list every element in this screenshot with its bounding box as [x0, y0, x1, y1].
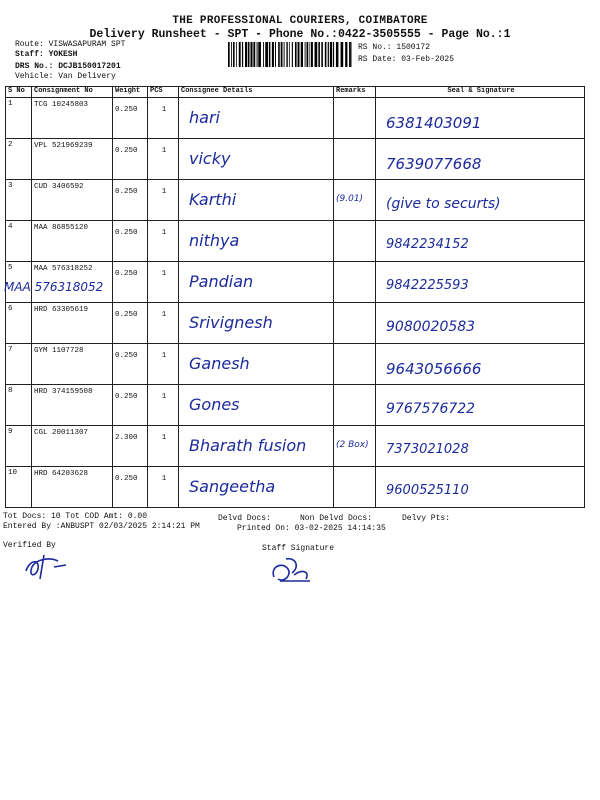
cell-consignment-text: CGL 20011307 [34, 429, 89, 437]
cell-remarks-text: (2 Box) [336, 440, 369, 450]
table-row [6, 180, 585, 221]
cell-sno [6, 467, 32, 508]
barcode-bar [318, 42, 320, 67]
runsheet-title: Delivery Runsheet - SPT - Phone No.:0422-3505555 - Page No.:1 [89, 28, 511, 41]
cell-sno-text: 9 [8, 428, 13, 436]
cell-consignee-text: Ganesh [189, 354, 250, 373]
cell-consignment-text: VPL 521969239 [34, 142, 93, 150]
cell-weight [113, 344, 148, 385]
cell-remarks [334, 262, 376, 303]
delivery-points: Delvy Pts: [402, 514, 451, 523]
cell-remarks-text [336, 139, 375, 153]
table-row [6, 385, 585, 426]
cell-sno-text: 6 [8, 305, 13, 313]
cell-pcs [148, 180, 179, 221]
col-header-pcs: PCS [148, 87, 179, 98]
col-header-weight: Weight [113, 87, 148, 98]
total-docs: Tot Docs: 10 Tot COD Amt: 0.00 [3, 512, 148, 521]
cell-pcs [148, 426, 179, 467]
cell-remarks-text [336, 221, 375, 235]
cell-sno-text: 4 [8, 223, 13, 231]
cell-pcs-text: 1 [161, 188, 167, 196]
cell-consignment-text: MAA 86855120 [34, 224, 89, 232]
cell-weight [113, 303, 148, 344]
staff-signature [266, 555, 328, 585]
cell-consignee-text: nithya [189, 231, 240, 250]
barcode-bar [245, 42, 247, 67]
handwritten-consignment-note: MAA 576318052 [4, 280, 104, 294]
table-row [6, 221, 585, 262]
cell-sno [6, 221, 32, 262]
cell-sno [6, 180, 32, 221]
cell-consignment [32, 467, 113, 508]
cell-consignee-text: hari [189, 108, 220, 127]
cell-consignee [179, 98, 334, 139]
cell-remarks [334, 139, 376, 180]
cell-consignee [179, 344, 334, 385]
cell-pcs [148, 139, 179, 180]
cell-weight-text: 0.250 [115, 106, 138, 114]
cell-seal-text: (give to securts) [386, 196, 501, 212]
table-row [6, 139, 585, 180]
barcode-bar [248, 42, 250, 67]
barcode-bar [306, 42, 308, 67]
cell-remarks [334, 98, 376, 139]
cell-consignee-text: vicky [189, 149, 231, 168]
rs-number: RS No.: 1500172 [358, 43, 431, 52]
barcode-bar [330, 42, 332, 67]
barcode-bar [258, 42, 261, 67]
cell-pcs-text: 1 [161, 475, 167, 483]
barcode-bar [311, 42, 313, 67]
cell-remarks-text [336, 98, 375, 112]
cell-weight-text: 0.250 [115, 475, 138, 483]
cell-consignment [32, 98, 113, 139]
cell-seal [376, 180, 585, 221]
cell-consignee [179, 467, 334, 508]
entered-by: Entered By :ANBUSPT 02/03/2025 2:14:21 PM [3, 522, 200, 531]
cell-consignee-text: Pandian [189, 272, 254, 291]
delivered-docs: Delvd Docs: [218, 514, 271, 523]
cell-seal [376, 98, 585, 139]
cell-sno [6, 344, 32, 385]
barcode-bar [298, 42, 300, 67]
cell-consignment [32, 221, 113, 262]
col-header-remarks: Remarks [334, 87, 376, 98]
barcode-bar [284, 42, 285, 67]
verifier-signature [20, 553, 80, 581]
cell-weight-text: 0.250 [115, 147, 138, 155]
cell-remarks-text [336, 262, 375, 276]
cell-remarks [334, 221, 376, 262]
cell-seal [376, 262, 585, 303]
cell-seal-text: 9080020583 [386, 319, 476, 335]
cell-consignee-text: Karthi [189, 190, 237, 209]
barcode-bar [321, 42, 323, 67]
cell-sno [6, 385, 32, 426]
table-row [6, 303, 585, 344]
barcode-bar [305, 42, 306, 67]
cell-weight [113, 221, 148, 262]
cell-seal-text: 7373021028 [386, 442, 469, 457]
barcode-bar [292, 42, 293, 67]
table-row [6, 344, 585, 385]
cell-consignment [32, 385, 113, 426]
cell-remarks-text [336, 385, 375, 399]
company-name: THE PROFESSIONAL COURIERS, COIMBATORE [172, 15, 428, 27]
barcode-bar [269, 42, 271, 67]
cell-consignment [32, 344, 113, 385]
cell-seal [376, 385, 585, 426]
drs-number: DRS No.: DCJB150017201 [15, 62, 121, 71]
cell-pcs [148, 385, 179, 426]
col-header-consignment: Consignment No [32, 87, 113, 98]
cell-pcs [148, 262, 179, 303]
cell-sno [6, 426, 32, 467]
cell-weight-text: 2.300 [115, 434, 138, 442]
barcode-bar [263, 42, 264, 67]
cell-consignment-text: HRD 374159508 [34, 388, 93, 396]
cell-consignee [179, 385, 334, 426]
barcode-bar [333, 42, 334, 67]
barcode-bar [295, 42, 297, 67]
table-header-row [6, 87, 585, 98]
cell-pcs-text: 1 [161, 106, 167, 114]
cell-remarks-text [336, 344, 375, 358]
cell-seal-text: 9842234152 [386, 237, 469, 252]
cell-weight [113, 139, 148, 180]
cell-remarks [334, 303, 376, 344]
barcode-bar [336, 42, 338, 67]
barcode-bar [286, 42, 287, 67]
cell-sno-text: 10 [8, 469, 18, 477]
barcode-bar [236, 42, 237, 67]
barcode-bar [275, 42, 276, 67]
cell-consignee-text: Sangeetha [189, 477, 276, 496]
cell-weight [113, 98, 148, 139]
cell-consignment [32, 139, 113, 180]
printed-on: Printed On: 03-02-2025 14:14:35 [237, 524, 386, 533]
staff-label: Staff: YOKESH [15, 50, 78, 59]
cell-pcs-text: 1 [161, 434, 167, 442]
barcode-bar [281, 42, 283, 67]
cell-consignee [179, 139, 334, 180]
cell-pcs-text: 1 [161, 229, 167, 237]
cell-pcs [148, 467, 179, 508]
cell-consignment-text: CUD 3406592 [34, 183, 84, 191]
barcode-bar [257, 42, 258, 67]
cell-remarks-text [336, 303, 375, 317]
cell-sno [6, 303, 32, 344]
barcode-bar [345, 42, 347, 67]
barcode-bar [315, 42, 318, 67]
cell-seal [376, 344, 585, 385]
cell-sno [6, 98, 32, 139]
cell-sno-text: 5 [8, 264, 13, 272]
runsheet-table [5, 86, 585, 508]
cell-seal-text: 7639077668 [386, 155, 482, 173]
cell-seal [376, 426, 585, 467]
barcode-bar [301, 42, 303, 67]
cell-consignment-text: TCG 10245803 [34, 101, 89, 109]
table-row [6, 98, 585, 139]
cell-remarks [334, 426, 376, 467]
col-header-seal: Seal & Signature [376, 87, 585, 98]
cell-consignee [179, 303, 334, 344]
barcode-bar [278, 42, 280, 67]
barcode-image [228, 42, 352, 67]
cell-seal [376, 139, 585, 180]
cell-consignment-text: HRD 63305619 [34, 306, 89, 314]
barcode-bar [242, 42, 243, 67]
barcode-bar [228, 42, 230, 67]
cell-pcs-text: 1 [161, 311, 167, 319]
col-header-sno: S No [6, 87, 32, 98]
cell-consignment [32, 303, 113, 344]
cell-weight-text: 0.250 [115, 270, 138, 278]
cell-consignment-text: GYM 1107728 [34, 347, 84, 355]
cell-pcs-text: 1 [161, 352, 167, 360]
cell-weight [113, 385, 148, 426]
non-delivered-docs: Non Delvd Docs: [300, 514, 373, 523]
barcode-bar [328, 42, 329, 67]
cell-sno-text: 7 [8, 346, 13, 354]
cell-seal-text: 9767576722 [386, 401, 476, 417]
cell-pcs [148, 344, 179, 385]
cell-remarks [334, 180, 376, 221]
cell-seal-text: 9643056666 [386, 360, 482, 378]
barcode-bar [253, 42, 255, 67]
barcode-bar [289, 42, 290, 67]
route-label: Route: VISWASAPURAM SPT [15, 40, 126, 49]
cell-consignment-text: HRD 64203628 [34, 470, 89, 478]
staff-signature-label: Staff Signature [262, 544, 335, 553]
vehicle-label: Vehicle: Van Delivery [15, 72, 116, 81]
barcode-bar [265, 42, 268, 67]
cell-consignee [179, 180, 334, 221]
cell-sno-text: 8 [8, 387, 13, 395]
cell-weight-text: 0.250 [115, 311, 138, 319]
cell-consignee-text: Bharath fusion [189, 436, 307, 455]
cell-weight [113, 180, 148, 221]
cell-remarks [334, 385, 376, 426]
barcode-bar [239, 42, 241, 67]
cell-weight-text: 0.250 [115, 229, 138, 237]
table-row [6, 426, 585, 467]
cell-pcs [148, 98, 179, 139]
cell-weight [113, 467, 148, 508]
cell-remarks-text: (9.01) [336, 194, 364, 204]
cell-weight-text: 0.250 [115, 188, 138, 196]
cell-sno-text: 3 [8, 182, 13, 190]
barcode-bar [231, 42, 232, 67]
cell-consignee-text: Srivignesh [189, 313, 273, 332]
cell-remarks-text [336, 467, 375, 481]
cell-remarks [334, 467, 376, 508]
cell-pcs-text: 1 [161, 147, 167, 155]
cell-seal [376, 221, 585, 262]
cell-sno [6, 139, 32, 180]
rs-date: RS Date: 03-Feb-2025 [358, 55, 455, 64]
cell-consignee-text: Gones [189, 395, 240, 414]
cell-consignment-text: MAA 576318252 [34, 265, 93, 273]
barcode-bar [341, 42, 344, 67]
cell-weight-text: 0.250 [115, 393, 138, 401]
cell-weight [113, 426, 148, 467]
cell-seal-text: 9842225593 [386, 278, 469, 293]
barcode-bar [250, 42, 252, 67]
table-row [6, 467, 585, 508]
cell-consignment [32, 180, 113, 221]
barcode-bar [272, 42, 274, 67]
col-header-consignee: Consignee Details [179, 87, 334, 98]
cell-seal [376, 303, 585, 344]
barcode-bar [233, 42, 235, 67]
cell-sno-text: 1 [8, 100, 13, 108]
cell-weight [113, 262, 148, 303]
cell-seal [376, 467, 585, 508]
cell-consignment [32, 426, 113, 467]
barcode-bar [349, 42, 351, 67]
cell-sno-text: 2 [8, 141, 13, 149]
cell-seal-text: 6381403091 [386, 114, 482, 132]
cell-pcs [148, 221, 179, 262]
cell-remarks [334, 344, 376, 385]
barcode-bar [325, 42, 327, 67]
cell-pcs-text: 1 [161, 270, 167, 278]
cell-consignee [179, 426, 334, 467]
cell-consignee [179, 221, 334, 262]
cell-consignee [179, 262, 334, 303]
cell-weight-text: 0.250 [115, 352, 138, 360]
cell-pcs-text: 1 [161, 393, 167, 401]
cell-seal-text: 9600525110 [386, 483, 469, 498]
cell-pcs [148, 303, 179, 344]
barcode-bar [309, 42, 310, 67]
verified-by-label: Verified By [3, 541, 56, 550]
